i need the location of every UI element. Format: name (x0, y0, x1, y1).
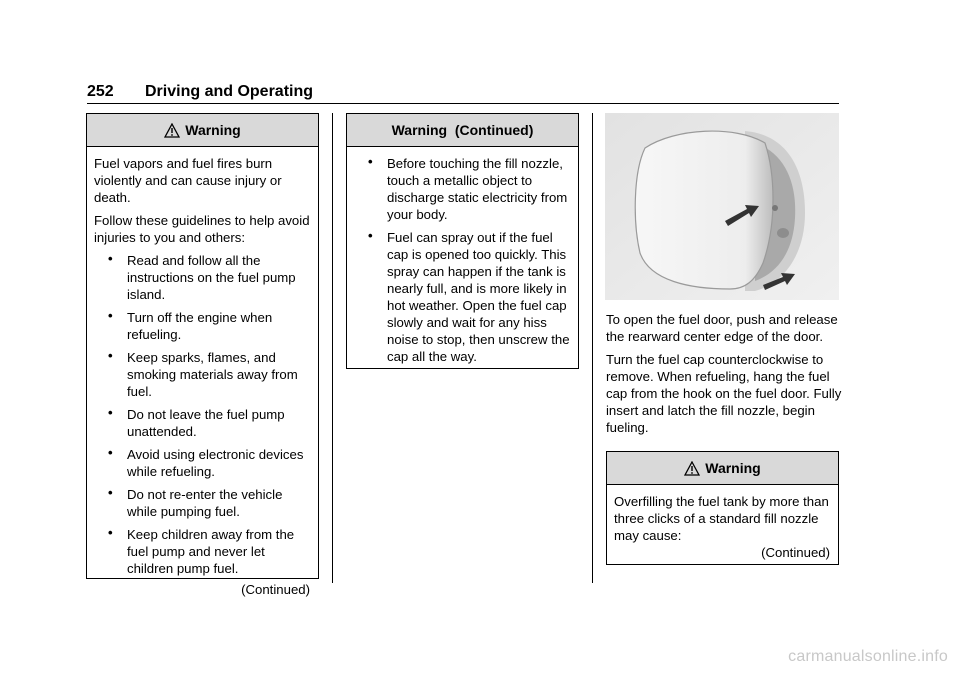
bullet-glyph: • (108, 485, 113, 500)
bullet-item (94, 252, 310, 303)
fuel-door-image (605, 113, 839, 300)
bullet-glyph: • (368, 228, 373, 243)
section-title: Driving and Operating (145, 83, 314, 100)
bullet-glyph: • (108, 525, 113, 540)
warning-intro-2: Follow these guidelines to help avoid injuries to you and others: (94, 213, 310, 245)
column-divider-1 (332, 113, 333, 583)
bullet-item (94, 406, 310, 440)
bullet-text: Turn off the engine when refueling. (127, 310, 273, 342)
bullet-text: Do not re-enter the vehicle while pumping fuel. (127, 487, 283, 519)
continued-note: (Continued) (241, 582, 310, 597)
bullet-item (94, 526, 310, 577)
warning-box-header (347, 114, 578, 147)
page-header (87, 83, 839, 104)
bullet-item (354, 229, 570, 365)
warning-body (87, 147, 318, 604)
warning-title: Warning (185, 122, 241, 138)
fuel-door-instructions (606, 311, 842, 442)
bullet-text: Keep children away from the fuel pump and never let children pump fuel. (127, 527, 295, 576)
instruction-paragraph-2: Turn the fuel cap counterclockwise to remove. When refueling, hang the fuel cap from the hook on the fuel door. Fully insert and latch the fill nozzle, begin fueling. (606, 352, 842, 435)
warning-box-header (87, 114, 318, 147)
warning-bullet-list (94, 252, 310, 577)
bullet-text: Do not leave the fuel pump unattended. (127, 407, 285, 439)
bullet-glyph: • (368, 154, 373, 169)
warning-intro-1: Fuel vapors and fuel fires burn violently and can cause injury or death. (94, 156, 282, 205)
column-divider-2 (592, 113, 593, 583)
fuel-door-illustration (605, 113, 839, 300)
warning-triangle-icon (684, 461, 700, 476)
bullet-text: Keep sparks, flames, and smoking materials away from fuel. (127, 350, 298, 399)
bullet-item (94, 309, 310, 343)
bullet-item (94, 446, 310, 480)
bullet-glyph: • (108, 348, 113, 363)
warning-box-left (86, 113, 319, 597)
warning-body (607, 485, 838, 567)
bullet-glyph: • (108, 308, 113, 323)
warning-bullet-list (354, 155, 570, 365)
warning-box-header (607, 452, 838, 485)
warning-triangle-icon (164, 123, 180, 138)
warning-box-right (606, 451, 839, 565)
bullet-text: Avoid using electronic devices while refueling. (127, 447, 304, 479)
warning-title: Warning (705, 460, 761, 476)
bullet-text: Fuel can spray out if the fuel cap is opened too quickly. This spray can happen if the tank is nearly full, and is more likely in hot weather. Open the fuel cap slowly and wait for any hiss noise to stop, then unscrew the cap all the way. (387, 230, 570, 364)
bullet-glyph: • (108, 405, 113, 420)
bullet-item (354, 155, 570, 223)
continued-note: (Continued) (761, 545, 830, 560)
warning-body (347, 147, 578, 377)
watermark: carmanualsonline.info (788, 648, 948, 665)
instruction-paragraph-1: To open the fuel door, push and release the rearward center edge of the door. (606, 312, 838, 344)
bullet-glyph: • (108, 251, 113, 266)
bullet-glyph: • (108, 445, 113, 460)
bullet-text: Before touching the fill nozzle, touch a metallic object to discharge static electricity from your body. (387, 156, 568, 222)
bullet-item (94, 349, 310, 400)
warning-box-middle (346, 113, 579, 369)
warning-title: Warning (Continued) (391, 122, 534, 138)
page-number: 252 (87, 83, 114, 100)
bullet-item (94, 486, 310, 520)
bullet-text: Read and follow all the instructions on the fuel pump island. (127, 253, 296, 302)
warning-text: Overfilling the fuel tank by more than three clicks of a standard fill nozzle may cause: (614, 494, 829, 543)
